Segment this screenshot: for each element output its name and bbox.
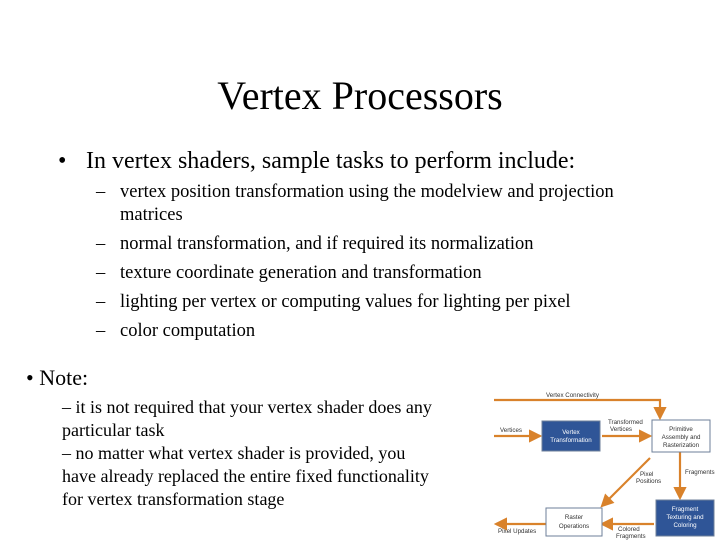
raster-label-2: Operations [558, 523, 590, 530]
note-heading: • Note: [26, 365, 89, 390]
fragments-label: Fragments [685, 469, 715, 476]
sub-bullet-text: texture coordinate generation and transformation [120, 263, 482, 283]
sub-bullet-item [96, 291, 676, 314]
sub-bullet-list [96, 181, 676, 349]
connectivity-arrow [494, 400, 660, 418]
vertex-transformation-box [542, 421, 600, 451]
dash-symbol: – [96, 263, 106, 283]
primitive-label-1: Primitive [669, 426, 693, 433]
sub-bullet-text: normal transformation, and if required its normalization [120, 234, 534, 254]
transformed-vertices-label-2: Vertices [610, 426, 633, 433]
dash-symbol: – [96, 292, 106, 312]
fragment-label-3: Coloring [673, 522, 697, 529]
main-bullet [58, 146, 698, 176]
slide-title: Vertex Processors [217, 73, 503, 118]
sub-bullet-item [96, 262, 676, 285]
vertex-transformation-label-2: Transformation [550, 437, 592, 444]
vertices-label: Vertices [500, 427, 523, 434]
fragment-label-2: Texturing and [666, 514, 704, 521]
fragment-label-1: Fragment [671, 506, 699, 513]
raster-operations-box [546, 508, 602, 536]
dash-symbol: – [96, 182, 106, 202]
vertex-connectivity-label: Vertex Connectivity [546, 392, 599, 399]
sub-bullet-item [96, 233, 676, 256]
transformed-vertices-label-1: Transformed [608, 419, 643, 426]
raster-label-1: Raster [564, 514, 584, 521]
note-list [62, 396, 442, 511]
sub-bullet-text: vertex position transformation using the modelview and projection matrices [120, 182, 614, 225]
colored-fragments-label-2: Fragments [616, 533, 646, 540]
sub-bullet-text: color computation [120, 321, 256, 341]
pixel-updates-label: Pixel Updates [498, 528, 537, 535]
note-item: – it is not required that your vertex shader does any particular task [62, 397, 432, 440]
pixel-positions-label-2: Positions [636, 478, 662, 485]
primitive-label-2: Assembly and [661, 434, 701, 441]
main-bullet-text: In vertex shaders, sample tasks to perform include: [86, 148, 576, 174]
pipeline-diagram [490, 388, 720, 540]
bullet-symbol: • [58, 148, 67, 174]
primitive-label-3: Rasterization [662, 442, 700, 449]
sub-bullet-item [96, 181, 676, 227]
note-item: – no matter what vertex shader is provided, you have already replaced the entire fixed functionality for vertex transformation stage [62, 443, 429, 509]
sub-bullet-item [96, 320, 676, 343]
colored-fragments-label-1: Colored [618, 526, 640, 533]
vertex-transformation-label-1: Vertex [562, 429, 580, 436]
pixel-positions-label-1: Pixel [640, 471, 654, 478]
dash-symbol: – [96, 234, 106, 254]
dash-symbol: – [96, 321, 106, 341]
sub-bullet-text: lighting per vertex or computing values for lighting per pixel [120, 292, 571, 312]
